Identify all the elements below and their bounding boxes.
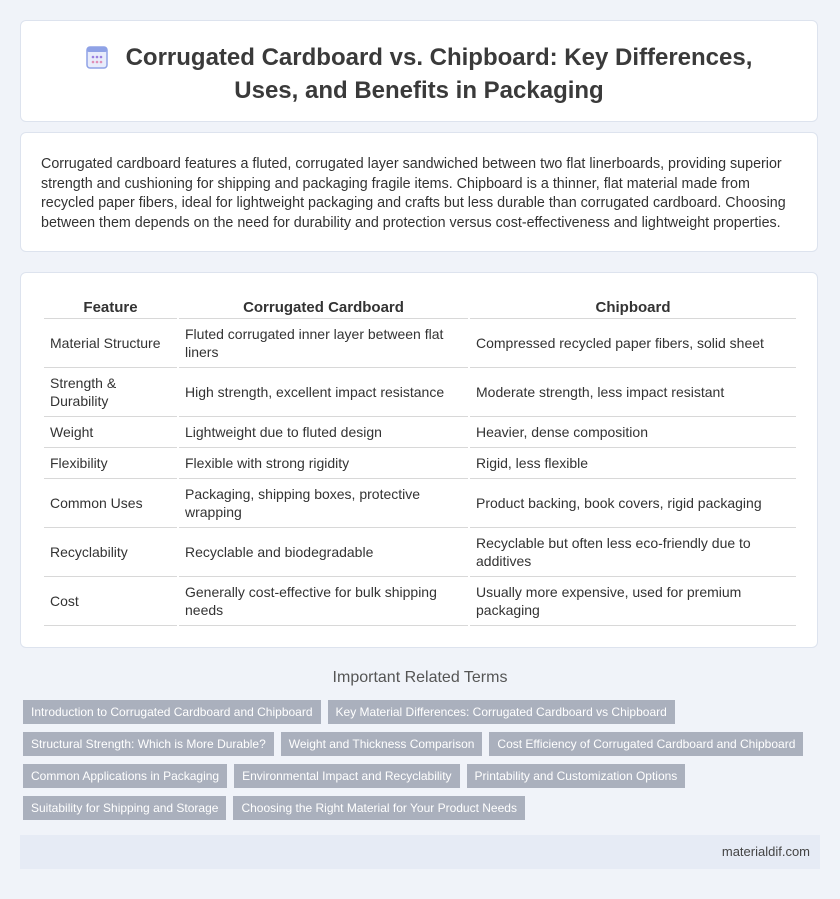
row-corrugated: Recyclable and biodegradable <box>179 528 468 577</box>
table-row <box>44 528 796 577</box>
header-chipboard: Chipboard <box>470 296 796 319</box>
header-card <box>20 20 818 122</box>
document-icon <box>86 45 108 76</box>
page-title <box>21 43 817 105</box>
related-term-tag[interactable]: Key Material Differences: Corrugated Cardboard vs Chipboard <box>328 700 675 724</box>
intro-paragraph: Corrugated cardboard features a fluted, corrugated layer sandwiched between two flat linerboards, providing superior strength and cushioning for shipping and packaging fragile items. Chipboard is a thinner, flat material made from recycled paper fibers, ideal for lightweight packaging and crafts but less durable than corrugated cardboard. Choosing between them depends on the need for durability and protection versus cost-effectiveness and lightweight properties. <box>41 156 786 231</box>
row-feature: Material Structure <box>44 319 177 368</box>
footer-site-link[interactable]: materialdif.com <box>721 844 810 859</box>
row-feature: Strength & Durability <box>44 368 177 417</box>
row-corrugated: Fluted corrugated inner layer between flat liners <box>179 319 468 368</box>
row-feature: Cost <box>44 577 177 626</box>
row-corrugated: High strength, excellent impact resistance <box>179 368 468 417</box>
row-chipboard: Product backing, book covers, rigid packaging <box>470 479 796 528</box>
related-term-tag[interactable]: Cost Efficiency of Corrugated Cardboard and Chipboard <box>489 732 803 756</box>
row-chipboard: Usually more expensive, used for premium packaging <box>470 577 796 626</box>
row-feature: Weight <box>44 417 177 448</box>
row-chipboard: Moderate strength, less impact resistant <box>470 368 796 417</box>
row-feature: Common Uses <box>44 479 177 528</box>
related-term-tag[interactable]: Printability and Customization Options <box>467 764 686 788</box>
page-title-text: Corrugated Cardboard vs. Chipboard: Key Differences, Uses, and Benefits in Packaging <box>125 44 753 104</box>
table-row <box>44 479 796 528</box>
footer-bar <box>20 835 820 869</box>
row-feature: Flexibility <box>44 448 177 479</box>
row-chipboard: Heavier, dense composition <box>470 417 796 448</box>
header-feature: Feature <box>44 296 177 319</box>
related-term-tag[interactable]: Introduction to Corrugated Cardboard and Chipboard <box>23 700 321 724</box>
row-corrugated: Lightweight due to fluted design <box>179 417 468 448</box>
related-term-tag[interactable]: Weight and Thickness Comparison <box>281 732 483 756</box>
row-corrugated: Packaging, shipping boxes, protective wrapping <box>179 479 468 528</box>
comparison-table <box>42 296 798 626</box>
table-row <box>44 448 796 479</box>
related-term-tag[interactable]: Environmental Impact and Recyclability <box>234 764 459 788</box>
related-term-tag[interactable]: Choosing the Right Material for Your Product Needs <box>233 796 525 820</box>
related-terms-title: Important Related Terms <box>332 669 508 686</box>
row-chipboard: Rigid, less flexible <box>470 448 796 479</box>
row-corrugated: Flexible with strong rigidity <box>179 448 468 479</box>
row-corrugated: Generally cost-effective for bulk shipping needs <box>179 577 468 626</box>
table-row <box>44 319 796 368</box>
table-row <box>44 368 796 417</box>
table-header-row <box>44 296 796 319</box>
header-corrugated: Corrugated Cardboard <box>179 296 468 319</box>
intro-card <box>20 132 818 252</box>
related-term-tag[interactable]: Common Applications in Packaging <box>23 764 227 788</box>
row-feature: Recyclability <box>44 528 177 577</box>
comparison-card <box>20 272 818 648</box>
row-chipboard: Compressed recycled paper fibers, solid sheet <box>470 319 796 368</box>
table-row <box>44 417 796 448</box>
row-chipboard: Recyclable but often less eco-friendly due to additives <box>470 528 796 577</box>
table-row <box>44 577 796 626</box>
related-term-tag[interactable]: Suitability for Shipping and Storage <box>23 796 226 820</box>
related-terms-list <box>23 700 813 828</box>
related-term-tag[interactable]: Structural Strength: Which is More Durable? <box>23 732 274 756</box>
